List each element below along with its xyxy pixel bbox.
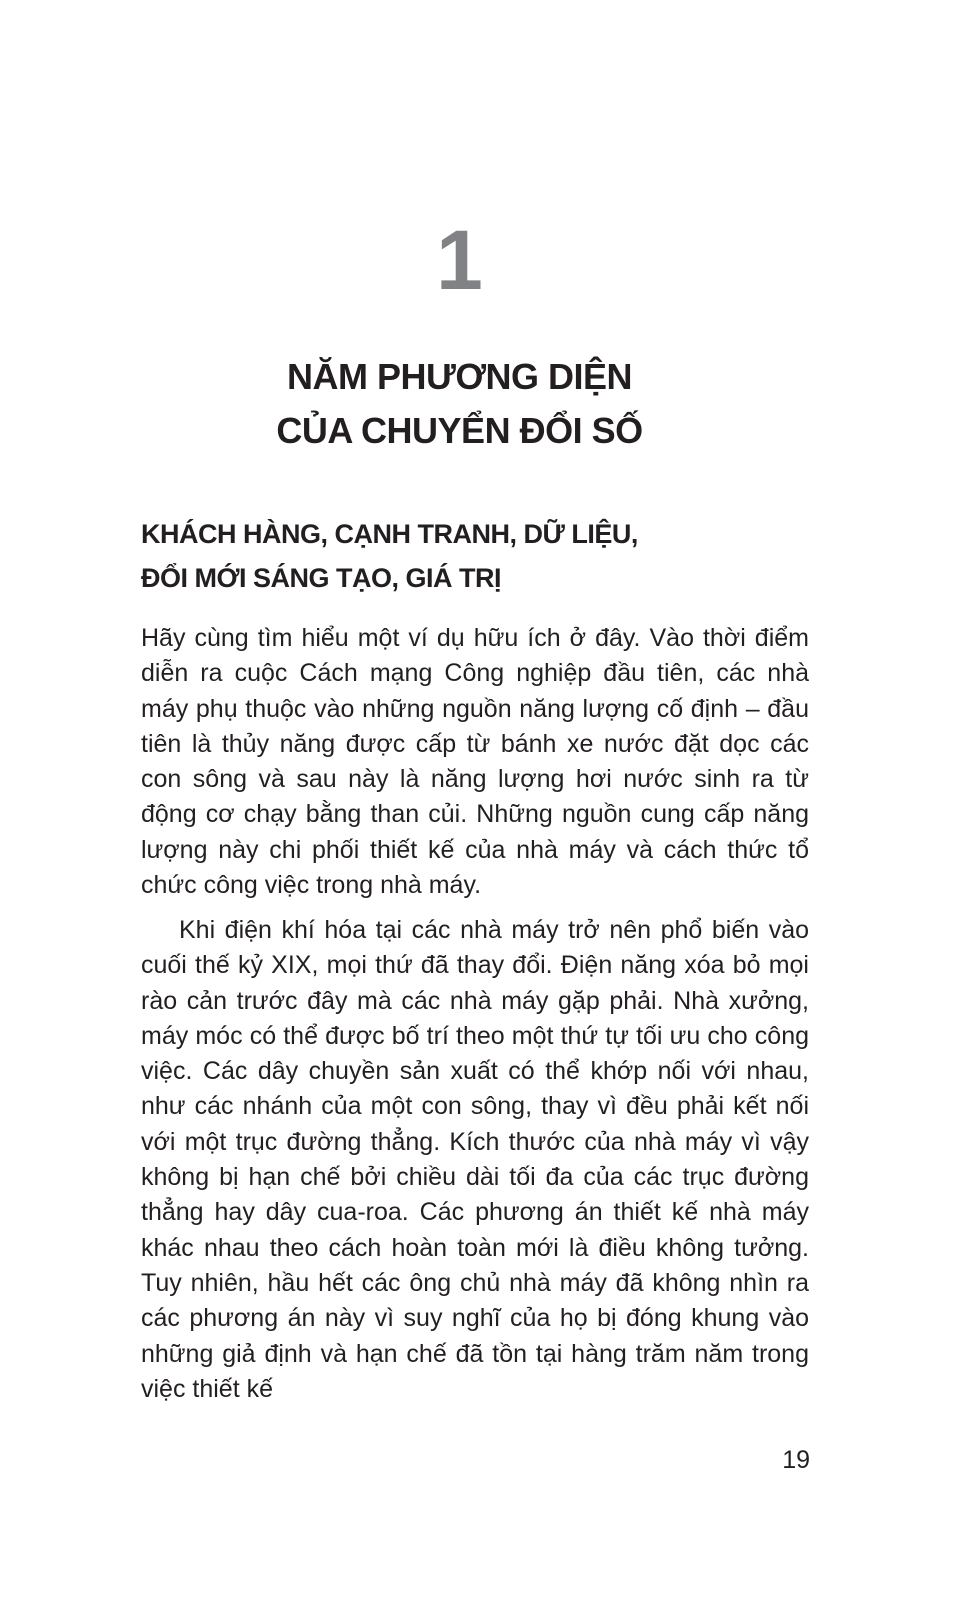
section-heading-line-2: ĐỔI MỚI SÁNG TẠO, GIÁ TRỊ bbox=[141, 563, 502, 593]
section-heading-line-1: KHÁCH HÀNG, CẠNH TRANH, DỮ LIỆU, bbox=[141, 519, 638, 549]
chapter-number: 1 bbox=[436, 213, 483, 307]
body-paragraph-1: Hãy cùng tìm hiểu một ví dụ hữu ích ở đây. Vào thời điểm diễn ra cuộc Cách mạng Công nghiệp đầu tiên, các nhà máy phụ thuộc vào những nguồn năng lượng cố định – đầu tiên là thủy năng được cấp từ bánh xe nước đặt dọc các con sông và sau này là năng lượng hơi nước sinh ra từ động cơ chạy bằng than củi. Những nguồn cung cấp năng lượng này chi phối thiết kế của nhà máy và cách thức tổ chức công việc trong nhà máy. bbox=[141, 624, 809, 900]
chapter-title-line-1: NĂM PHƯƠNG DIỆN bbox=[286, 356, 633, 397]
chapter-title bbox=[0, 350, 919, 458]
section-heading bbox=[141, 512, 821, 600]
chapter-title-line-2: CỦA CHUYỂN ĐỔI SỐ bbox=[276, 410, 643, 451]
body-paragraph-2: Khi điện khí hóa tại các nhà máy trở nên phổ biến vào cuối thế kỷ XIX, mọi thứ đã thay đổi. Điện năng xóa bỏ mọi rào cản trước đây mà các nhà máy gặp phải. Nhà xưởng, máy móc có thể được bố trí theo một thứ tự tối ưu cho công việc. Các dây chuyền sản xuất có thể khớp nối với nhau, như các nhánh của một con sông, thay vì đều phải kết nối với một trục đường thẳng. Kích thước của nhà máy vì vậy không bị hạn chế bởi chiều dài tối đa của các trục đường thẳng hay dây cua-roa. Các phương án thiết kế nhà máy khác nhau theo cách hoàn toàn mới là điều không tưởng. Tuy nhiên, hầu hết các ông chủ nhà máy đã không nhìn ra các phương án này vì suy nghĩ của họ bị đóng khung vào những giả định và hạn chế đã tồn tại hàng trăm năm trong việc thiết kế bbox=[141, 916, 809, 1403]
page-number: 19 bbox=[782, 1446, 810, 1474]
